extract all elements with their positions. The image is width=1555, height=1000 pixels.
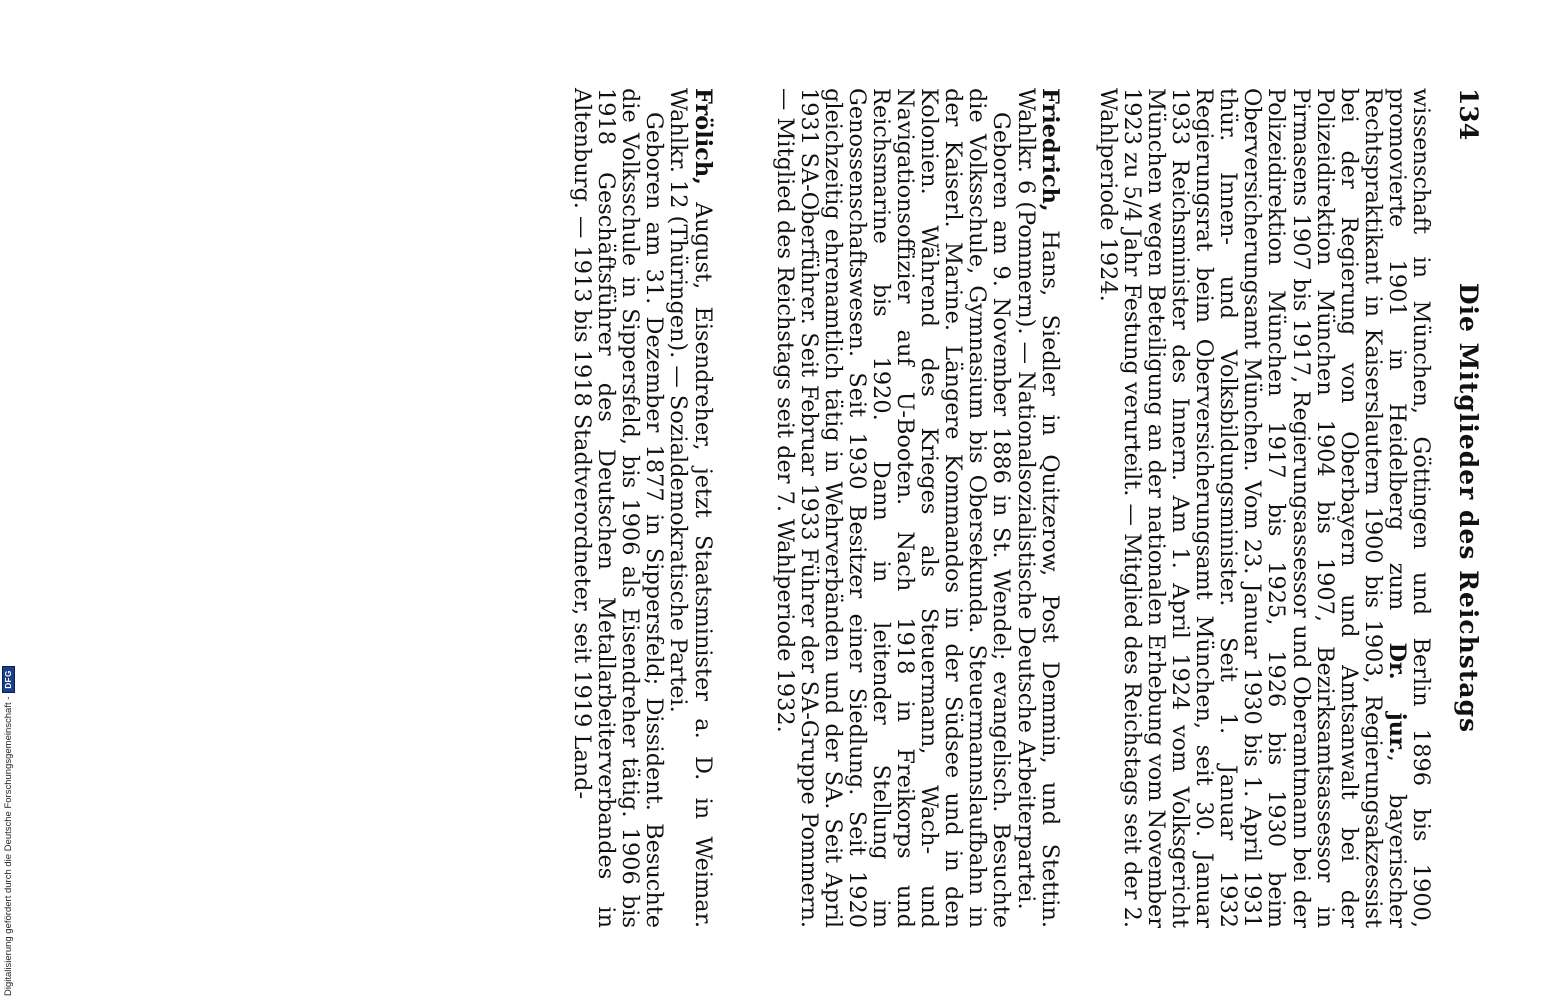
member-intro: Hans, Siedler in Quitzerow, Post Demmin, und Stettin. Wahlkr. 6 (Pommern). — Nationalsozialistische Deutsche Arbeiterpartei.: [1012, 88, 1063, 928]
member-name: Friedrich,: [1036, 88, 1063, 212]
entry-intro: [666, 88, 714, 928]
page-number: 134: [1454, 88, 1483, 141]
digitization-credit: [2, 666, 15, 996]
page-body: [570, 88, 1433, 928]
entry-intro: [1014, 88, 1062, 928]
member-name: Frölich,: [689, 88, 716, 185]
member-intro: August, Eisendreher, jetzt Staatsminister a. D. in Weimar. Wahlkr. 12 (Thüringen). — Sozialdemokratische Partei.: [665, 88, 716, 928]
member-entry: [773, 88, 1062, 928]
continuation-text-after: , bayerischer Rechtspraktikant in Kaiserslautern 1900 bis 1903, Regierungsakzessist bei der Regierung von Oberbayern und Amtsanwalt bei der Polizeidirektion München 1904 bis 1907, Bezirksamtsassessor in Pirmasens 1907 bis 1917, Regierungsassessor und Oberamtmann bei der Polizeidirektion München 1917 bis 1925, 1926 bis 1930 beim Oberversicherungsamt München. Vom 23. Januar 1930 bis 1. April 1931 thür. Innen- und Volksbildungsminister. Seit 1. Januar 1932 Regierungsrat beim Oberversicherungsamt München, seit 30. Januar 1933 Reichsminister des Innern. Am 1. April 1924 vom Volksgericht München wegen Beteiligung an der nationalen Erhebung vom November 1923 zu 5/4 Jahr Festung verurteilt. — Mitglied des Reichstags seit der 2. Wahlperiode 1924.: [1094, 88, 1410, 928]
credit-text: Digitalisierung gefördert durch die Deutsche Forschungsgemeinschaft -: [3, 696, 14, 996]
continuation-paragraph: [1096, 88, 1433, 928]
member-bio: Geboren am 31. Dezember 1877 in Sippersfeld; Dissident. Besuchte die Volksschule in Sippersfeld, bis 1906 als Eisendreher tätig. 1906 bis 1918 Geschäftsführer des Deutschen Metallarbeiterverbandes in Altenburg. — 1913 bis 1918 Stadtverordneter, seit 1919 Land-: [569, 88, 668, 928]
continuation-text: wissenschaft in München, Göttingen und Berlin 1896 bis 1900, promovierte 1901 in Heidelberg zum: [1383, 88, 1434, 928]
member-bio: Geboren am 9. November 1886 in St. Wendel; evangelisch. Besuchte die Volksschule, Gymnasium bis Obersekunda. Steuermannslaufbahn in der Kaiserl. Marine. Längere Kommandos in der Südsee und in den Kolonien. Während des Krieges als Steuermann, Wach- und Navigationsoffizier auf U-Booten. Nach 1918 in Freikorps und Reichsmarine bis 1920. Dann in leitender Stellung im Genossenschaftswesen. Seit 1930 Besitzer einer Siedlung. Seit 1920 gleichzeitig ehrenamtlich tätig in Wehrverbänden und der SA. Seit April 1931 SA-Oberführer. Seit Februar 1933 Führer der SA-Gruppe Pommern. — Mitglied des Reichstags seit der 7. Wahlperiode 1932.: [771, 88, 1015, 928]
academic-title: Dr. jur.: [1383, 642, 1410, 755]
running-title: Die Mitglieder des Reichstags: [1454, 282, 1483, 734]
page-header: [1443, 88, 1483, 928]
dfg-logo: DFG: [2, 666, 15, 692]
member-entry: [570, 88, 715, 928]
